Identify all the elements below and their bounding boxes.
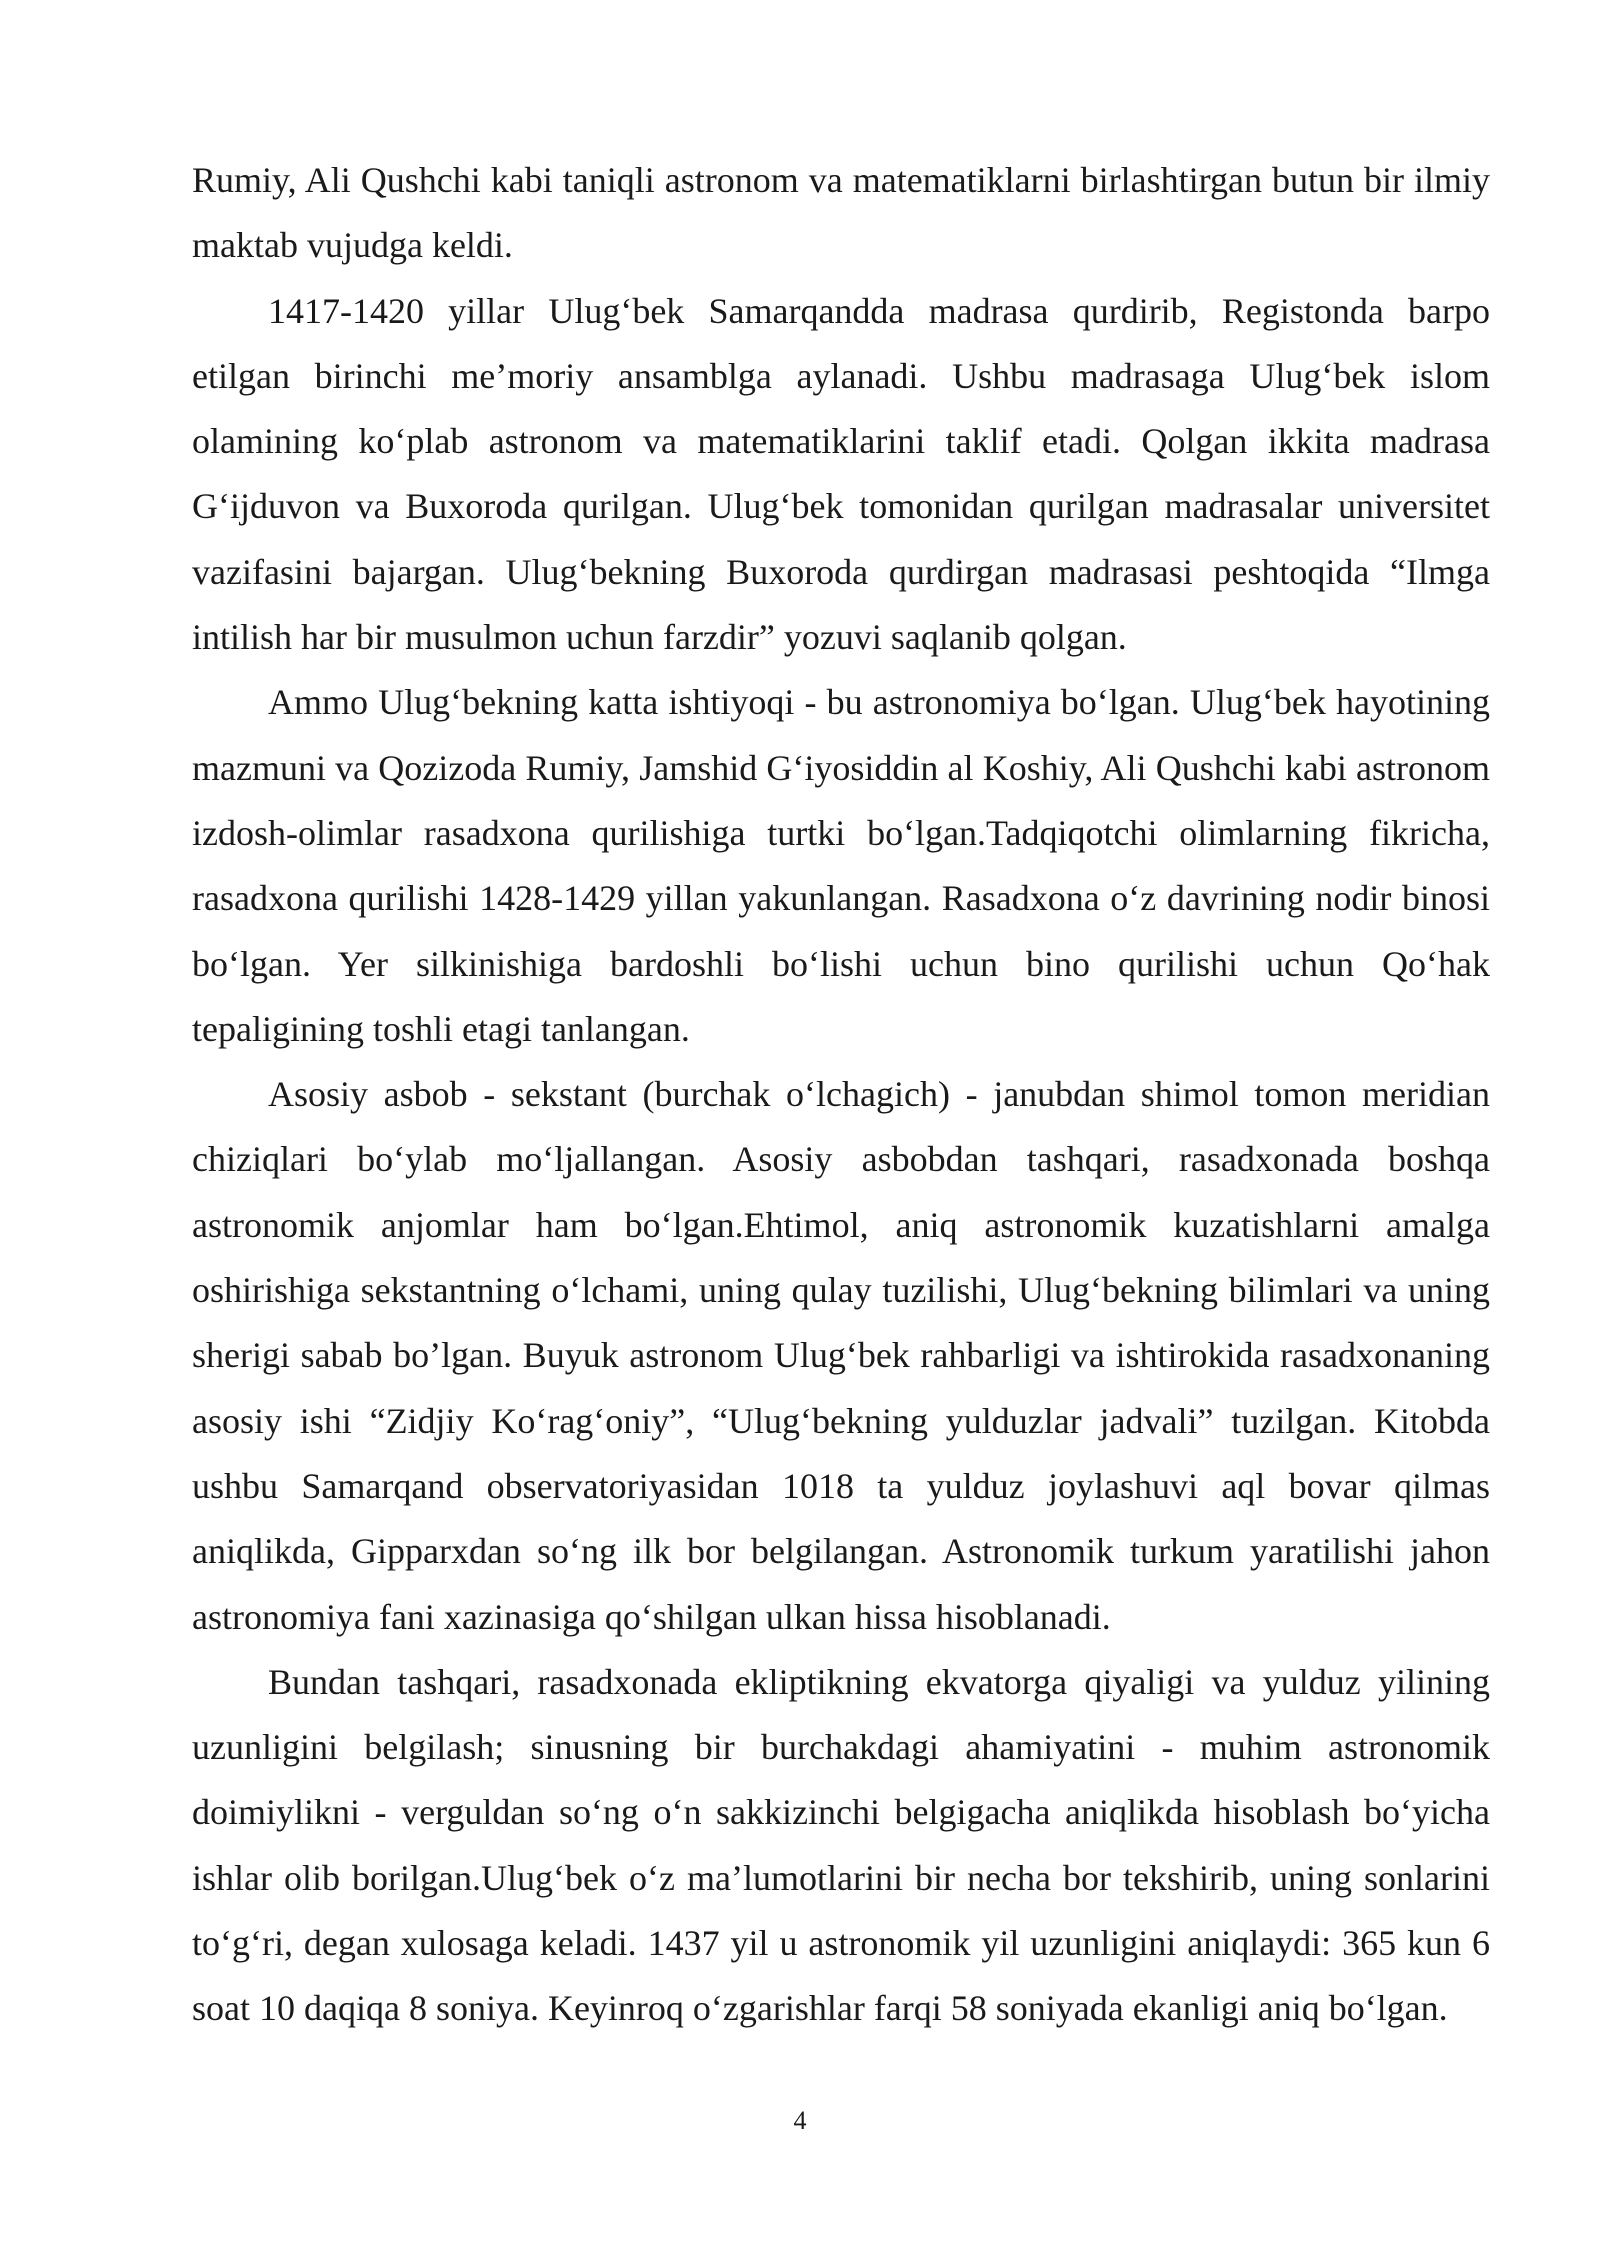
page-body <box>192 148 1490 2042</box>
paragraph-madrasa: 1417-1420 yillar Ulug‘bek Samarqandda madrasa qurdirib, Registonda barpo etilgan birinchi me’moriy ansamblga aylanadi. Ushbu madrasaga Ulug‘bek islom olamining ko‘plab astronom va matematiklarini taklif etadi. Qolgan ikkita madrasa G‘ijduvon va Buxoroda qurilgan. Ulug‘bek tomonidan qurilgan madrasalar universitet vazifasini bajargan. Ulug‘bekning Buxoroda qurdirgan madrasasi peshtoqida “Ilmga intilish har bir musulmon uchun farzdir” yozuvi saqlanib qolgan. <box>192 290 1490 658</box>
page-number: 4 <box>793 2106 807 2135</box>
paragraph-calculations: Bundan tashqari, rasadxonada ekliptikning ekvatorga qiyaligi va yulduz yilining uzunligini belgilash; sinusning bir burchakdagi ahamiyatini - muhim astronomik doimiylikni - verguldan so‘ng o‘n sakkizinchi belgigacha aniqlikda hisoblash bo‘yicha ishlar olib borilgan.Ulug‘bek o‘z ma’lumotlarini bir necha bor tekshirib, uning sonlarini to‘g‘ri, degan xulosaga keladi. 1437 yil u astronomik yil uzunligini aniqlaydi: 365 kun 6 soat 10 daqiqa 8 soniya. Keyinroq o‘zgarishlar farqi 58 soniyada ekanligi aniq bo‘lgan. <box>192 1661 1490 2029</box>
paragraph-observatory: Ammo Ulug‘bekning katta ishtiyoqi - bu astronomiya bo‘lgan. Ulug‘bek hayotining mazmuni va Qozizoda Rumiy, Jamshid G‘iyosiddin al Koshiy, Ali Qushchi kabi astronom izdosh-olimlar rasadxona qurilishiga turtki bo‘lgan.Tadqiqotchi olimlarning fikricha, rasadxona qurilishi 1428-1429 yillan yakunlangan. Rasadxona o‘z davrining nodir binosi bo‘lgan. Yer silkinishiga bardoshli bo‘lishi uchun bino qurilishi uchun Qo‘hak tepaligining toshli etagi tanlangan. <box>192 682 1490 1049</box>
paragraph-continuation: Rumiy, Ali Qushchi kabi taniqli astronom va matematiklarni birlashtirgan butun bir ilmiy maktab vujudga keldi. <box>192 160 1490 266</box>
paragraph-sextant: Asosiy asbob - sekstant (burchak o‘lchagich) - janubdan shimol tomon meridian chiziqlari bo‘ylab mo‘ljallangan. Asosiy asbobdan tashqari, rasadxonada boshqa astronomik anjomlar ham bo‘lgan.Ehtimol, aniq astronomik kuzatishlarni amalga oshirishiga sekstantning o‘lchami, uning qulay tuzilishi, Ulug‘bekning bilimlari va uning sherigi sabab bo’lgan. Buyuk astronom Ulug‘bek rahbarligi va ishtirokida rasadxonaning asosiy ishi “Zidjiy Ko‘rag‘oniy”, “Ulug‘bekning yulduzlar jadvali” tuzilgan. Kitobda ushbu Samarqand observatoriyasidan 1018 ta yulduz joylashuvi aql bovar qilmas aniqlikda, Gipparxdan so‘ng ilk bor belgilangan. Astronomik turkum yaratilishi jahon astronomiya fani xazinasiga qo‘shilgan ulkan hissa hisoblanadi. <box>192 1074 1490 1637</box>
